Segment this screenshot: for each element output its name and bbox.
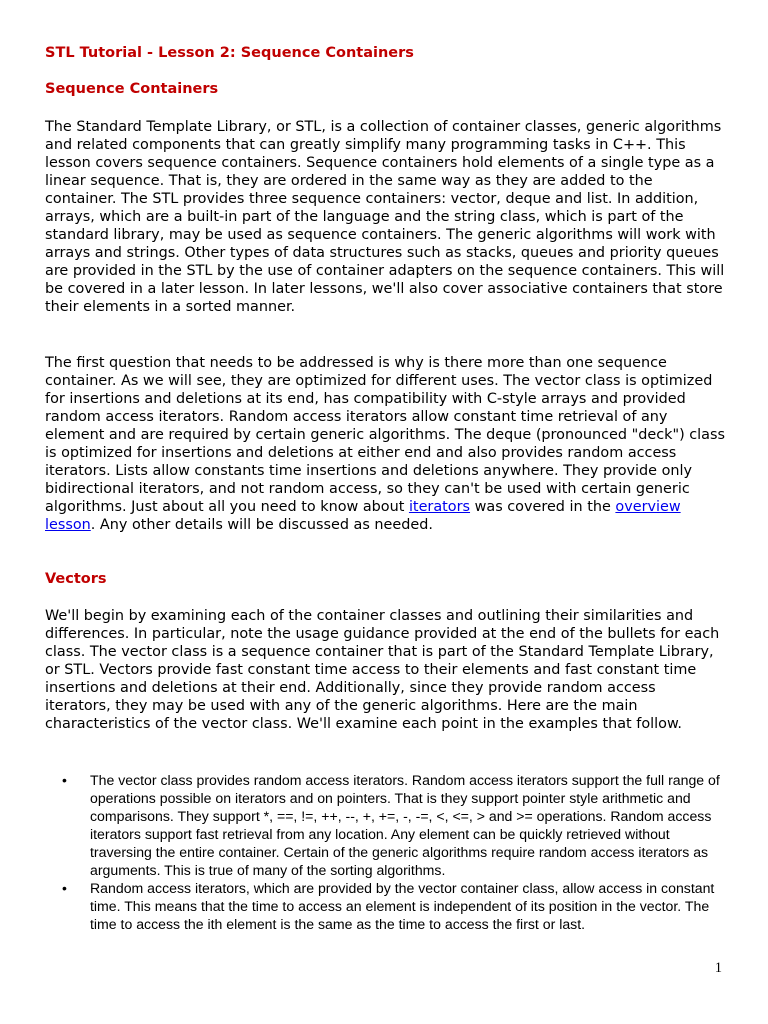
paragraph-text: . Any other details will be discussed as needed. xyxy=(90,517,433,533)
section-heading-sequence-containers: Sequence Containers xyxy=(45,81,219,97)
section-heading-vectors: Vectors xyxy=(45,571,107,587)
vectors-intro-paragraph: We'll begin by examining each of the container classes and outlining their similarities and differences. In particular, note the usage guidance provided at the end of the bullets for each class. The vector class is a sequence container that is part of the Standard Template Library, or STL. Vectors provide fast constant time access to their elements and fast constant time insertions and deletions at their end. Additionally, since they provide random access iterators, they may be used with any of the generic algorithms. Here are the main characteristics of the vector class. We'll examine each point in the examples that follow. xyxy=(45,608,720,732)
vector-characteristics-list xyxy=(62,771,722,933)
list-item xyxy=(62,771,722,879)
paragraph-text: The first question that needs to be addressed is why is there more than one sequence container. As we will see, they are optimized for different uses. The vector class is optimized for insertions and deletions at its end, has compatibility with C-style arrays and provided random access iterators. Random access iterators allow constant time retrieval of any element and are required by certain generic algorithms. The deque (pronounced "deck") class is optimized for insertions and deletions at either end and also provides random access iterators. Lists allow constants time insertions and deletions anywhere. They provide only bidirectional iterators, and not random access, so they can't be used with certain generic algorithms. Just about all you need to know about xyxy=(45,355,725,515)
bullet-icon: • xyxy=(62,772,67,788)
list-item-text: Random access iterators, which are provided by the vector container class, allow access in constant time. This means that the time to access an element is independent of its position in the vector. The time to access the ith element is the same as the time to access the first or last. xyxy=(90,880,715,932)
bullet-icon: • xyxy=(62,880,67,896)
paragraph-text: was covered in the xyxy=(470,499,616,515)
overview-lesson-link[interactable]: overview lesson xyxy=(45,499,681,533)
list-item-text: The vector class provides random access iterators. Random access iterators support the full range of operations possible on iterators and on pointers. That is they support pointer style arithmetic and comparisons. They support *, ==, !=, ++, --, +, +=, -, -=, <, <=, > and >= operations. Random access iterators support fast retrieval from any location. Any element can be quickly retrieved without traversing the entire container. Certain of the generic algorithms require random access iterators as arguments. This is true of many of the sorting algorithms. xyxy=(90,772,720,878)
list-item xyxy=(62,879,722,933)
why-multiple-containers-paragraph xyxy=(45,354,725,534)
document-title: STL Tutorial - Lesson 2: Sequence Containers xyxy=(45,45,414,61)
intro-paragraph: The Standard Template Library, or STL, is a collection of container classes, generic algorithms and related components that can greatly simplify many programming tasks in C++. This lesson covers sequence containers. Sequence containers hold elements of a single type as a linear sequence. That is, they are ordered in the same way as they are added to the container. The STL provides three sequence containers: vector, deque and list. In addition, arrays, which are a built-in part of the language and the string class, which is part of the standard library, may be used as sequence containers. The generic algorithms will work with arrays and strings. Other types of data structures such as stacks, queues and priority queues are provided in the STL by the use of container adapters on the sequence containers. This will be covered in a later lesson. In later lessons, we'll also cover associative containers that store their elements in a sorted manner. xyxy=(45,119,725,315)
page-number: 1 xyxy=(714,960,722,976)
iterators-link[interactable]: iterators xyxy=(408,499,471,515)
